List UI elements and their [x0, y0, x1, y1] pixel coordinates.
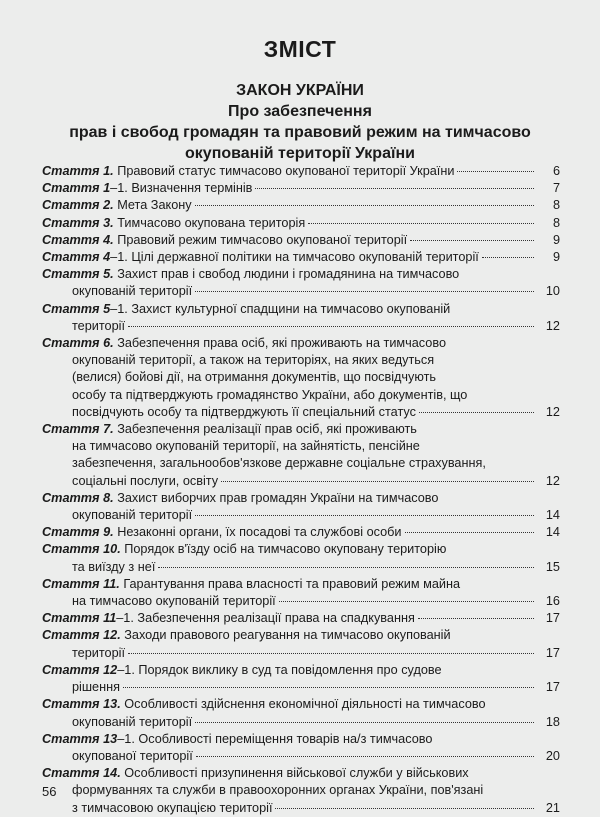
article-title: рішення	[72, 680, 120, 695]
article-word: Стаття	[42, 490, 100, 505]
article-title: окупованій території, а також на територіях, на яких ведуться	[72, 353, 435, 368]
article-title: окупованій території	[72, 508, 193, 523]
toc-entry-line	[42, 387, 536, 404]
article-number: 5.	[103, 267, 114, 282]
dot-leader	[275, 807, 534, 809]
toc-page-number: 14	[545, 508, 560, 523]
toc-entry-line	[42, 352, 536, 369]
toc-entry[interactable]	[42, 249, 560, 266]
toc-entry-line	[42, 800, 536, 817]
toc-entry-line	[42, 404, 536, 421]
article-title: Незаконні органи, їх посадові та службові особи	[117, 525, 402, 540]
article-title: на тимчасово окупованій території	[72, 594, 276, 609]
toc-entry-line	[42, 473, 536, 490]
article-title: Порядок в'їзду осіб на тимчасово окуповану територію	[124, 542, 447, 557]
toc-entry-line	[42, 301, 536, 318]
article-number: 2.	[103, 198, 114, 213]
article-word: Стаття	[42, 697, 100, 712]
article-title: Забезпечення права осіб, які проживають на тимчасово	[117, 336, 447, 351]
article-word: Стаття	[42, 164, 100, 178]
toc-entry[interactable]	[42, 765, 560, 817]
toc-entry-line	[42, 541, 536, 558]
toc-entry-line	[42, 731, 536, 748]
article-label	[42, 163, 114, 180]
article-label	[42, 765, 121, 782]
article-label	[42, 610, 116, 627]
toc-entry-line	[42, 455, 536, 472]
article-number: 4	[103, 250, 111, 265]
toc-entry-line	[42, 438, 536, 455]
toc-entry-line	[42, 662, 536, 679]
article-word: Стаття	[42, 766, 100, 781]
toc-entry[interactable]	[42, 576, 560, 610]
article-word: Стаття	[42, 576, 100, 591]
toc-entry[interactable]	[42, 731, 560, 765]
article-title: посвідчують особу та підтверджують її спеціальний статус	[72, 404, 416, 419]
toc-entry[interactable]	[42, 197, 560, 214]
article-title: Захист прав і свобод людини і громадянина на тимчасово	[117, 267, 460, 282]
toc-entry[interactable]	[42, 301, 560, 335]
toc-entry-line	[42, 266, 536, 283]
article-label	[42, 197, 114, 214]
article-word: Стаття	[42, 611, 100, 626]
toc-entry-line	[42, 782, 536, 799]
toc-page-number: 20	[545, 748, 560, 763]
article-title: з тимчасовою окупацією території	[72, 800, 273, 815]
article-title: Захист культурної спадщини на тимчасово окупованій	[131, 301, 451, 316]
dot-leader	[419, 411, 534, 413]
toc-entry[interactable]	[42, 524, 560, 541]
article-title: Заходи правового реагування на тимчасово окупованій	[124, 628, 451, 643]
article-label	[42, 215, 114, 232]
toc-page-number: 7	[552, 181, 560, 196]
article-word: Стаття	[42, 422, 100, 437]
article-number: 3.	[103, 215, 114, 230]
article-word: Стаття	[42, 301, 100, 316]
toc-entry-line	[42, 627, 536, 644]
dot-leader	[158, 566, 534, 568]
article-number-suffix: –1.	[110, 301, 128, 316]
article-number: 1.	[103, 164, 114, 178]
article-title: (велися) бойові дії, на отримання документів, що посвідчують	[72, 370, 437, 385]
article-number-suffix: –1.	[117, 731, 135, 746]
toc-page-number: 17	[545, 680, 560, 695]
toc-entry-line	[42, 748, 536, 765]
toc-entry-line	[42, 215, 536, 232]
law-title-line: прав і свобод громадян та правовий режим на тимчасово	[69, 124, 531, 141]
article-title: Особливості призупинення військової служби у військових	[124, 766, 469, 781]
toc-page-number: 17	[545, 645, 560, 660]
toc-entry-line	[42, 576, 536, 593]
dot-leader	[221, 480, 534, 482]
page-title: ЗМІСТ	[263, 36, 337, 62]
toc-entry-line	[42, 696, 536, 713]
toc-entry-line	[42, 180, 536, 197]
article-number: 11	[103, 611, 117, 626]
article-title: Мета Закону	[117, 198, 192, 213]
article-word: Стаття	[42, 181, 100, 196]
dot-leader	[195, 514, 534, 516]
article-label	[42, 627, 121, 644]
article-title: Гарантування права власності та правовий режим майна	[123, 576, 461, 591]
dot-leader	[195, 290, 534, 292]
toc-entry[interactable]	[42, 232, 560, 249]
toc-entry-line	[42, 714, 536, 731]
toc-page-number: 10	[545, 284, 560, 299]
toc-entry[interactable]	[42, 335, 560, 421]
dot-leader	[255, 187, 534, 189]
article-number: 4.	[103, 232, 114, 247]
article-title: забезпечення, загальнообов'язкове державне соціальне страхування,	[72, 456, 486, 471]
article-number: 9.	[103, 525, 114, 540]
dot-leader	[405, 531, 534, 533]
article-number: 6.	[103, 336, 114, 351]
article-title: території	[72, 318, 125, 333]
article-word: Стаття	[42, 731, 100, 746]
article-title: окупованої території	[72, 748, 193, 763]
toc-page-number: 12	[545, 318, 560, 333]
toc-entry-line	[42, 421, 536, 438]
article-title: Цілі державної політики на тимчасово окупованій території	[131, 250, 479, 265]
dot-leader	[196, 755, 534, 757]
toc-entry[interactable]	[42, 541, 560, 575]
dot-leader	[195, 204, 534, 206]
toc-entry-line	[42, 163, 536, 180]
toc-entry-line	[42, 232, 536, 249]
toc-entry[interactable]	[42, 627, 560, 661]
toc-entry[interactable]	[42, 490, 560, 524]
article-title: Порядок виклику в суд та повідомлення про судове	[138, 662, 442, 677]
article-number: 1	[103, 181, 111, 196]
law-title-line: окупованій території України	[185, 145, 415, 162]
article-title: формуваннях та служби в правоохоронних органах України, пов'язані	[72, 783, 484, 798]
article-word: Стаття	[42, 542, 100, 557]
toc-entry[interactable]	[42, 266, 560, 300]
law-title-line: Про забезпечення	[228, 103, 372, 120]
toc-page-number: 8	[552, 215, 560, 230]
article-word: Стаття	[42, 525, 100, 540]
article-title: Правовий статус тимчасово окупованої території України	[117, 164, 455, 178]
article-label	[42, 662, 117, 679]
toc-page-number: 16	[545, 594, 560, 609]
toc-entry-line	[42, 645, 536, 662]
toc-entry-line	[42, 507, 536, 524]
article-number: 12.	[103, 628, 121, 643]
article-word: Стаття	[42, 198, 100, 213]
toc-page-number: 21	[545, 800, 560, 815]
dot-leader	[482, 256, 534, 258]
law-title-line: ЗАКОН УКРАЇНИ	[236, 82, 364, 99]
dot-leader	[457, 170, 534, 172]
toc-page-number: 12	[545, 473, 560, 488]
toc-page-number: 15	[545, 559, 560, 574]
toc-entry-line	[42, 369, 536, 386]
article-title: окупованій території	[72, 714, 193, 729]
toc-entry[interactable]	[42, 421, 560, 490]
article-label	[42, 421, 114, 438]
article-label	[42, 180, 110, 197]
article-number: 12	[103, 662, 118, 677]
toc-entry-line	[42, 559, 536, 576]
toc-entry[interactable]	[42, 662, 560, 696]
toc-entry-line	[42, 679, 536, 696]
article-number-suffix: –1.	[116, 611, 134, 626]
toc-page-number: 14	[545, 525, 560, 540]
toc-entry[interactable]	[42, 215, 560, 232]
dot-leader	[123, 686, 534, 688]
article-number: 13.	[103, 697, 121, 712]
article-label	[42, 524, 114, 541]
article-label	[42, 249, 110, 266]
article-word: Стаття	[42, 336, 100, 351]
article-word: Стаття	[42, 662, 100, 677]
table-of-contents	[42, 163, 560, 817]
article-title: Забезпечення реалізації прав осіб, які проживають	[117, 422, 417, 437]
article-title: Тимчасово окупована територія	[117, 215, 306, 230]
toc-entry[interactable]	[42, 696, 560, 730]
article-label	[42, 301, 110, 318]
article-word: Стаття	[42, 232, 100, 247]
article-title: Особливості переміщення товарів на/з тимчасово	[138, 731, 433, 746]
dot-leader	[128, 652, 534, 654]
article-number-suffix: –1.	[110, 250, 128, 265]
article-word: Стаття	[42, 250, 100, 265]
toc-entry-line	[42, 249, 536, 266]
article-number: 14.	[103, 766, 121, 781]
toc-page-number: 9	[552, 232, 560, 247]
toc-page-number: 9	[552, 250, 560, 265]
toc-entry-line	[42, 283, 536, 300]
toc-entry-line	[42, 524, 536, 541]
toc-page-number: 6	[552, 164, 560, 178]
toc-entry-line	[42, 490, 536, 507]
article-label	[42, 541, 121, 558]
toc-page-number: 17	[545, 611, 560, 626]
toc-page-number: 8	[552, 198, 560, 213]
article-number: 7.	[103, 422, 114, 437]
toc-entry-line	[42, 610, 536, 627]
toc-page-number: 12	[545, 404, 560, 419]
toc-page-number: 18	[545, 714, 560, 729]
dot-leader	[308, 222, 534, 224]
article-number-suffix: –1.	[110, 181, 128, 196]
article-title: на тимчасово окупованій території, на зайнятість, пенсійне	[72, 439, 420, 454]
article-label	[42, 576, 120, 593]
article-label	[42, 731, 117, 748]
dot-leader	[128, 325, 534, 327]
article-word: Стаття	[42, 267, 100, 282]
dot-leader	[418, 617, 534, 619]
article-label	[42, 696, 121, 713]
law-title	[0, 80, 600, 164]
toc-entry-line	[42, 197, 536, 214]
dot-leader	[279, 600, 534, 602]
toc-entry-line	[42, 593, 536, 610]
article-number: 8.	[103, 490, 114, 505]
toc-entry-line	[42, 335, 536, 352]
article-word: Стаття	[42, 628, 100, 643]
article-title: Забезпечення реалізації права на спадкування	[137, 611, 415, 626]
article-title: окупованій території	[72, 284, 193, 299]
article-title: території	[72, 645, 125, 660]
article-label	[42, 232, 114, 249]
article-label	[42, 490, 114, 507]
toc-entry[interactable]	[42, 610, 560, 627]
article-title: Захист виборчих прав громадян України на тимчасово	[117, 490, 439, 505]
article-number-suffix: –1.	[117, 662, 135, 677]
article-label	[42, 335, 114, 352]
article-title: та виїзду з неї	[72, 559, 156, 574]
article-title: соціальні послуги, освіту	[72, 473, 219, 488]
toc-entry-line	[42, 765, 536, 782]
article-label	[42, 266, 114, 283]
article-title: особу та підтверджують громадянство України, або документів, що	[72, 387, 468, 402]
article-title: Правовий режим тимчасово окупованої території	[117, 232, 408, 247]
article-number: 11.	[103, 576, 120, 591]
article-title: Особливості здійснення економічної діяльності на тимчасово	[124, 697, 486, 712]
toc-entry[interactable]	[42, 180, 560, 197]
article-number: 5	[103, 301, 111, 316]
dot-leader	[410, 239, 534, 241]
article-number: 10.	[103, 542, 121, 557]
page-number: 56	[42, 784, 57, 799]
toc-entry-line	[42, 318, 536, 335]
dot-leader	[195, 721, 534, 723]
article-title: Визначення термінів	[131, 181, 253, 196]
article-number: 13	[103, 731, 118, 746]
toc-entry[interactable]	[42, 163, 560, 180]
article-word: Стаття	[42, 215, 100, 230]
